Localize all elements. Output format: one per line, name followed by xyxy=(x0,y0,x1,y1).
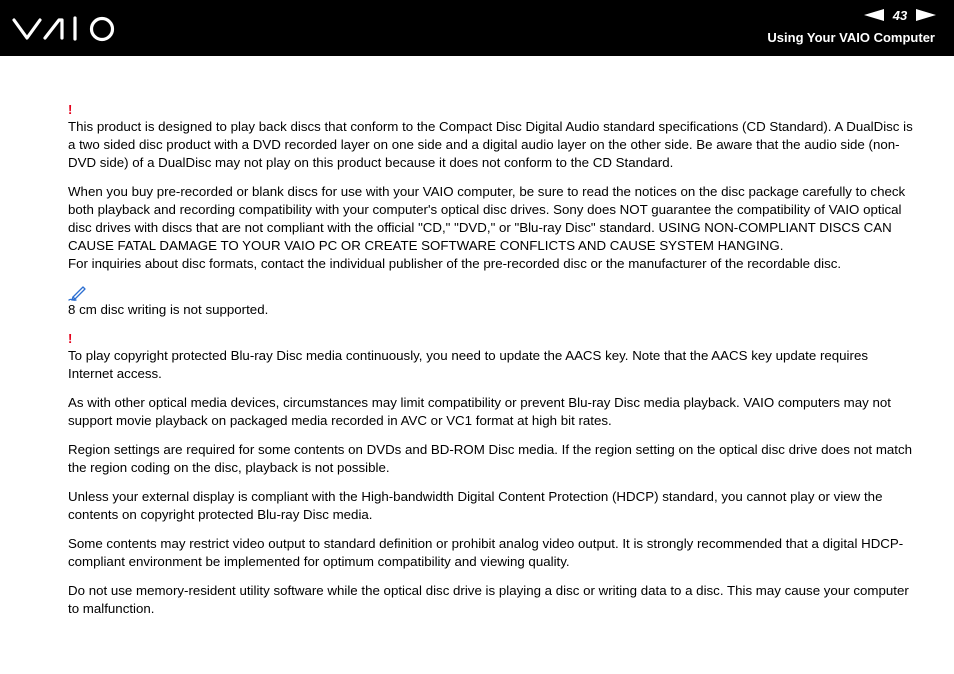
section-title: Using Your VAIO Computer xyxy=(767,30,935,45)
pen-note-icon xyxy=(68,285,88,301)
para-inquiries: For inquiries about disc formats, contact the individual publisher of the pre-recorded disc or the manufacturer of the recordable disc. xyxy=(68,256,842,271)
page-navigation xyxy=(864,7,936,23)
para-media-compatibility: As with other optical media devices, circumstances may limit compatibility or prevent Blu-ray Disc media playback. VAIO computers may not support movie playback on packaged media recorded in AVC or VC1 format at high bit rates. xyxy=(68,395,891,428)
document-body xyxy=(68,102,916,618)
page-number: 43 xyxy=(892,7,908,23)
caution-aacs: To play copyright protected Blu-ray Disc media continuously, you need to update the AACS key. Note that the AACS key update requires Internet access. xyxy=(68,348,868,381)
vaio-logo xyxy=(12,12,122,44)
para-buying-discs: When you buy pre-recorded or blank discs for use with your VAIO computer, be sure to read the notices on the disc package carefully to check both playback and recording compatibility with your computer's optical disc drives. Sony does NOT guarantee the compatibility of VAIO optical disc drives with discs that are not compliant with the official "CD," "DVD," or "Blu-ray Disc" standard. USING NON-COMPLIANT DISCS CAN CAUSE FATAL DAMAGE TO YOUR VAIO PC OR CREATE SOFTWARE CONFLICTS AND CAUSE SYSTEM HANGING. xyxy=(68,184,906,253)
caution-marker: ! xyxy=(68,102,73,117)
para-memory-resident: Do not use memory-resident utility software while the optical disc drive is playing a disc or writing data to a disc. This may cause your computer to malfunction. xyxy=(68,583,909,616)
note-8cm-disc: 8 cm disc writing is not supported. xyxy=(68,302,269,317)
para-video-output: Some contents may restrict video output to standard definition or prohibit analog video output. It is strongly recommended that a digital HDCP-compliant environment be implemented for optimum compatibility and viewing quality. xyxy=(68,536,904,569)
para-region-settings: Region settings are required for some contents on DVDs and BD-ROM Disc media. If the region setting on the optical disc drive does not match the region coding on the disc, playback is not possible. xyxy=(68,442,913,475)
right-arrow-icon[interactable] xyxy=(916,9,936,21)
para-hdcp: Unless your external display is compliant with the High-bandwidth Digital Content Protection (HDCP) standard, you cannot play or view the contents on copyright protected Blu-ray Disc media. xyxy=(68,489,883,522)
page-header xyxy=(0,0,954,56)
caution-marker: ! xyxy=(68,331,73,346)
caution-dualdisc: This product is designed to play back discs that conform to the Compact Disc Digital Audio standard specifications (CD Standard). A DualDisc is a two sided disc product with a DVD recorded layer on one side and a digital audio layer on the other side. Be aware that the audio side (non-DVD side) of a DualDisc may not play on this product because it does not conform to the CD Standard. xyxy=(68,119,913,170)
left-arrow-icon[interactable] xyxy=(864,9,884,21)
